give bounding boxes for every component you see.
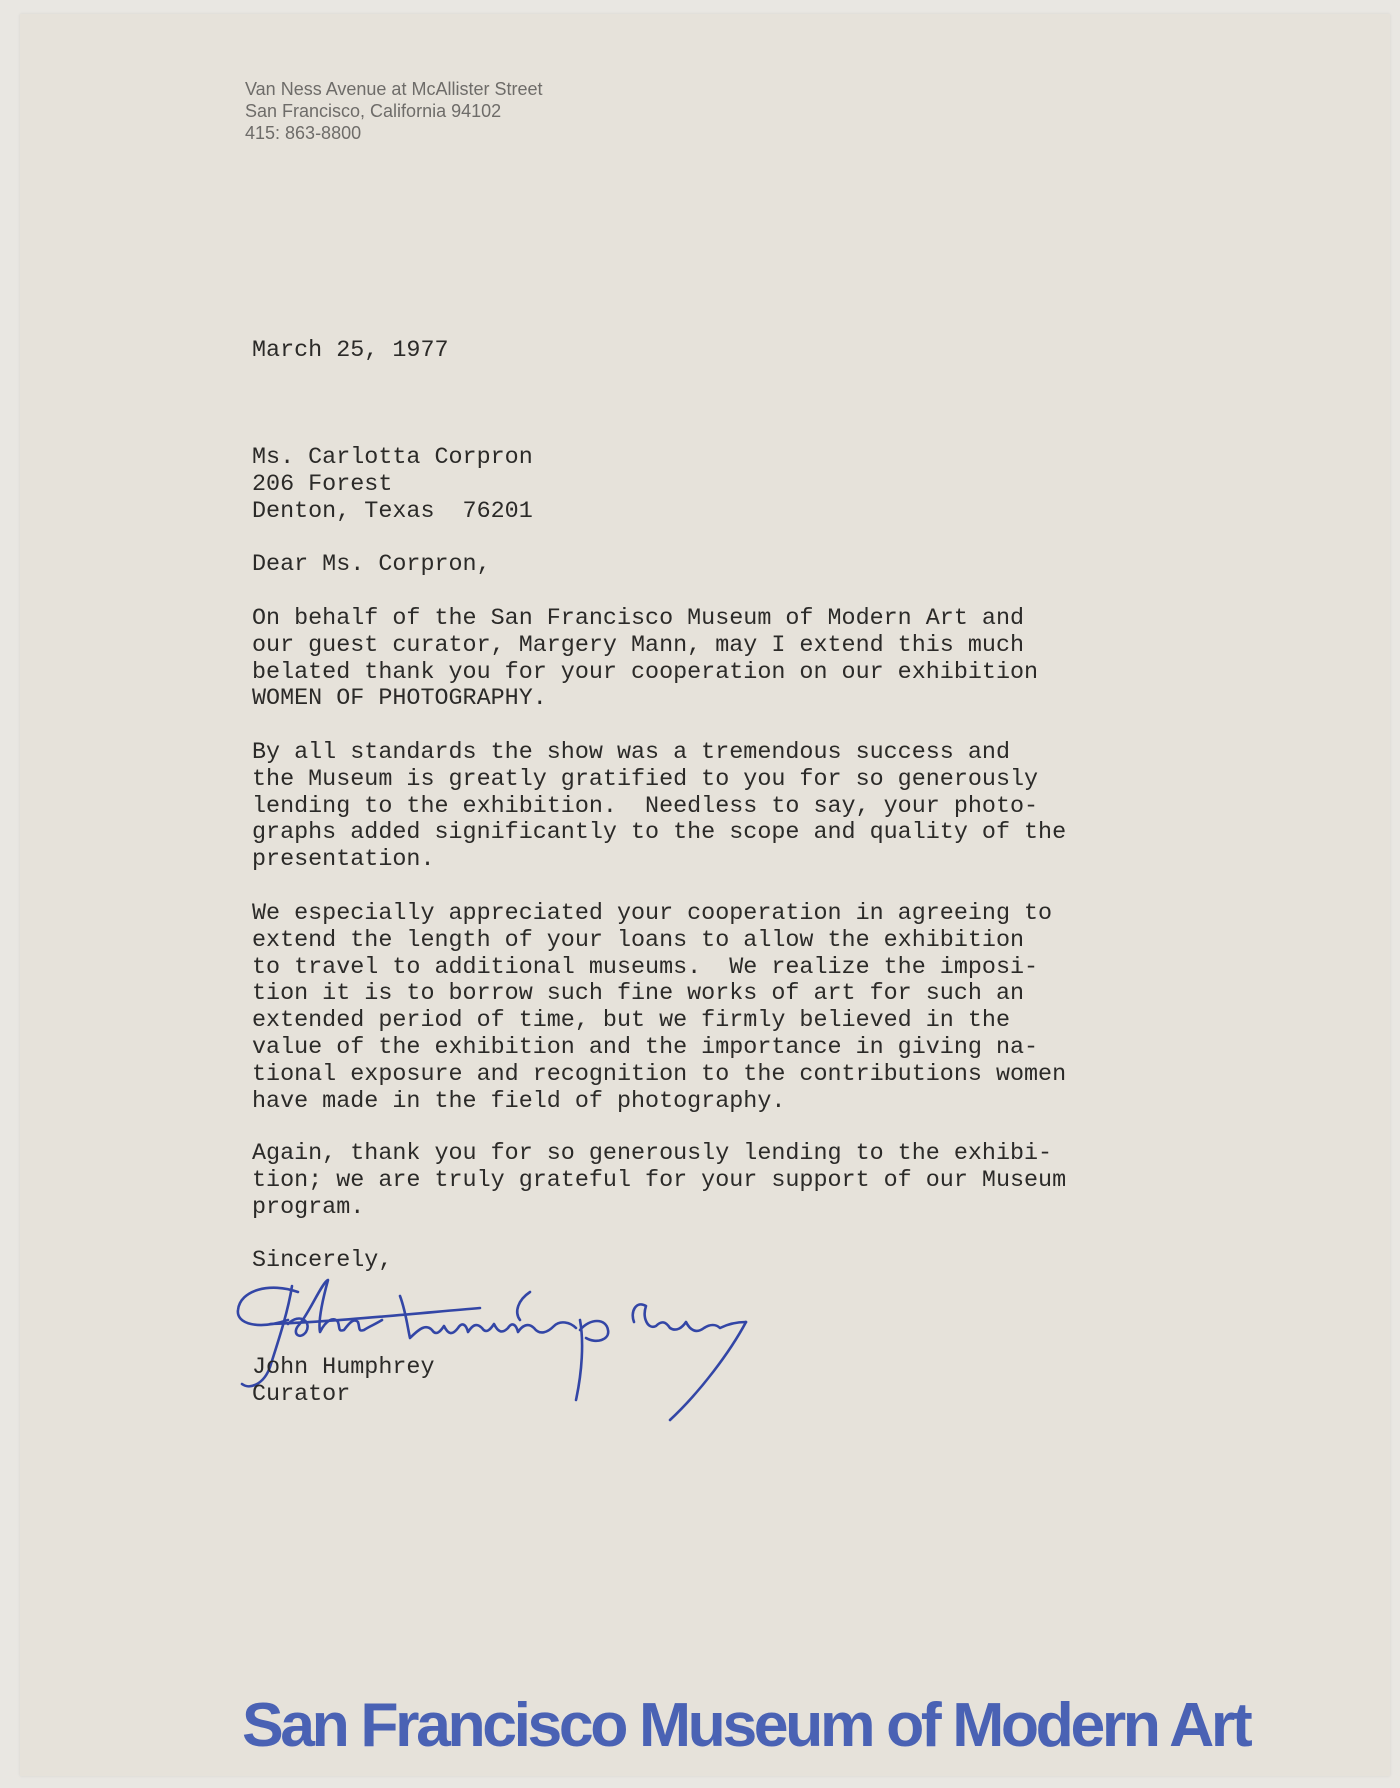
paragraph-line: value of the exhibition and the importance in giving na- xyxy=(252,1034,1039,1061)
paragraph-line: our guest curator, Margery Mann, may I extend this much xyxy=(252,632,1025,659)
paragraph-line: to travel to additional museums. We realize the imposi- xyxy=(252,954,1039,981)
paragraph-line: WOMEN OF PHOTOGRAPHY. xyxy=(252,686,547,713)
letter-date: March 25, 1977 xyxy=(252,338,449,364)
recipient-city: Denton, Texas 76201 xyxy=(252,498,533,525)
paragraph-line: have made in the field of photography. xyxy=(252,1088,786,1115)
museum-logo-wordmark: San Francisco Museum of Modern Art xyxy=(242,1690,1250,1760)
recipient-name: Ms. Carlotta Corpron xyxy=(252,445,533,471)
signer-title: Curator xyxy=(252,1381,351,1408)
paragraph-line: tional exposure and recognition to the contributions women xyxy=(252,1061,1067,1088)
salutation: Dear Ms. Corpron, xyxy=(252,552,491,578)
paragraph-line: belated thank you for your cooperation on our exhibition xyxy=(252,659,1039,686)
paragraph-line: presentation. xyxy=(252,847,435,874)
letter-page xyxy=(20,14,1390,1776)
closing: Sincerely, xyxy=(252,1248,393,1274)
paragraph-line: graphs added significantly to the scope and quality of the xyxy=(252,820,1067,847)
letterhead-city: San Francisco, California 94102 xyxy=(245,101,502,121)
paragraph-line: tion; we are truly grateful for your support of our Museum xyxy=(252,1167,1067,1194)
paragraph-line: extend the length of your loans to allow the exhibition xyxy=(252,927,1025,954)
paragraph-4 xyxy=(252,1141,1066,1221)
letterhead-street: Van Ness Avenue at McAllister Street xyxy=(245,79,543,99)
signer-name: John Humphrey xyxy=(252,1355,435,1381)
paragraph-line: We especially appreciated your cooperation in agreeing to xyxy=(252,901,1053,927)
paragraph-line: lending to the exhibition. Needless to say, your photo- xyxy=(252,793,1039,820)
paragraph-line: extended period of time, but we firmly believed in the xyxy=(252,1008,1010,1035)
signature-block xyxy=(252,1355,434,1409)
paragraph-1 xyxy=(252,606,1038,713)
letterhead-address xyxy=(245,78,542,144)
paragraph-line: program. xyxy=(252,1194,365,1221)
recipient-street: 206 Forest xyxy=(252,471,393,498)
paragraph-2 xyxy=(252,740,1066,874)
letterhead-phone: 415: 863-8800 xyxy=(245,123,362,143)
recipient-address xyxy=(252,445,533,525)
paragraph-line: the Museum is greatly gratified to you for so generously xyxy=(252,766,1039,793)
paragraph-line: By all standards the show was a tremendous success and xyxy=(252,740,1010,766)
paragraph-line: On behalf of the San Francisco Museum of Modern Art and xyxy=(252,606,1025,632)
paragraph-line: Again, thank you for so generously lending to the exhibi- xyxy=(252,1141,1053,1167)
paragraph-line: tion it is to borrow such fine works of art for such an xyxy=(252,981,1025,1008)
paragraph-3 xyxy=(252,901,1066,1115)
